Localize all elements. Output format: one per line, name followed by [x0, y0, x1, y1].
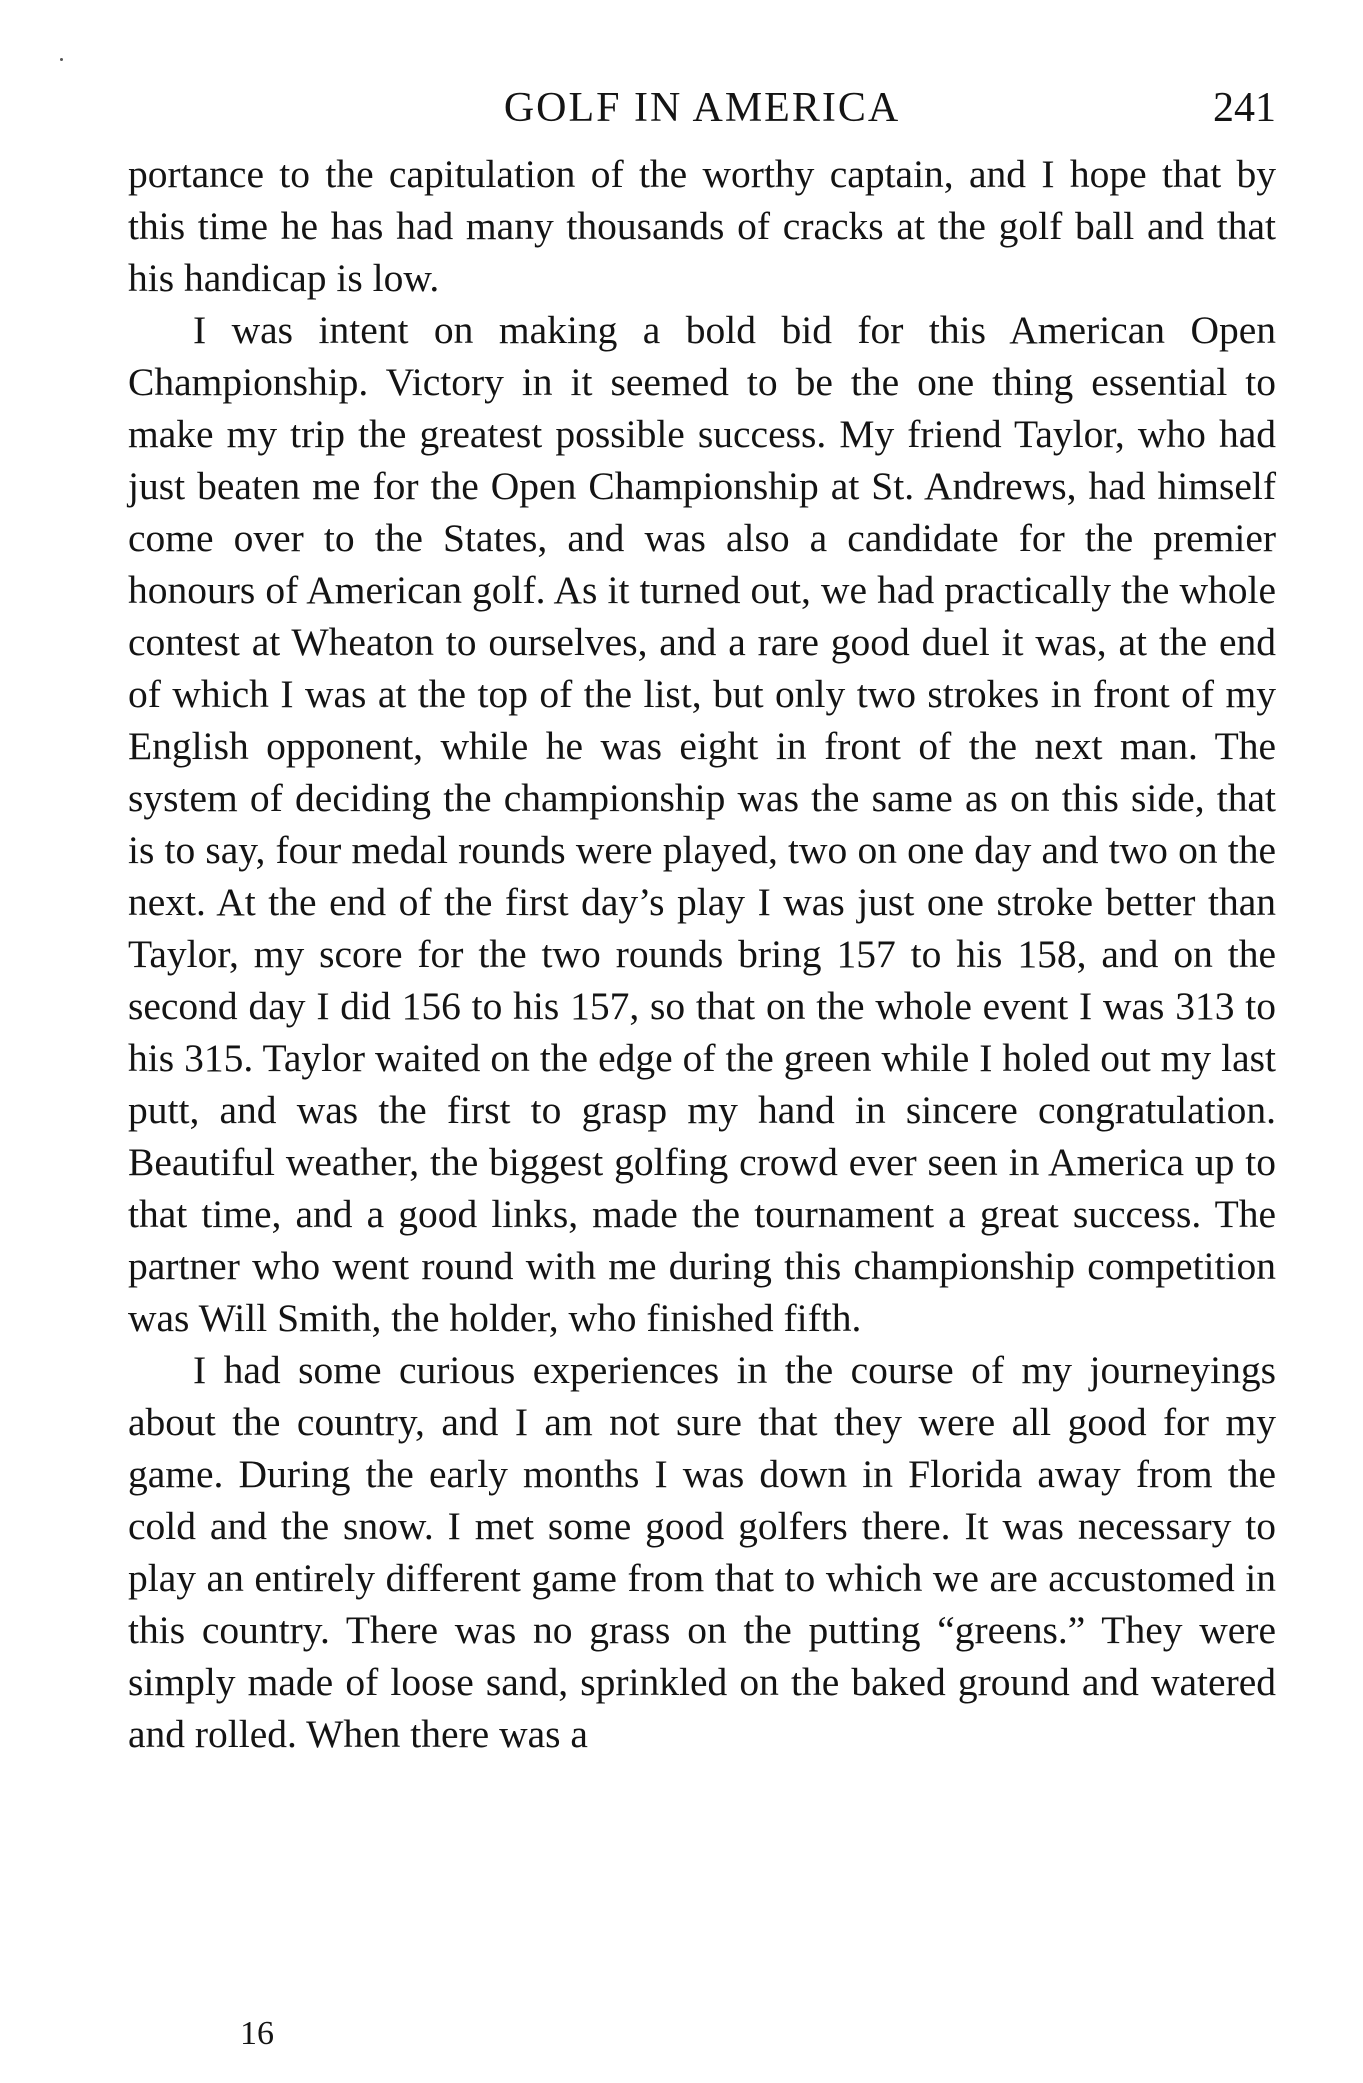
paper-speck	[60, 58, 63, 61]
paragraph-continuation: portance to the capitulation of the worthy captain, and I hope that by this time he has had many thousands of cracks at the golf ball and that his handicap is low.	[128, 152, 1276, 300]
page-number: 241	[1213, 85, 1276, 131]
paragraph-open-championship: I was intent on making a bold bid for this American Open Championship. Victory in it seemed to be the one thing essential to make my trip the greatest possible success. My friend Taylor, who had just beaten me for the Open Championship at St. Andrews, had himself come over to the States, and was also a candidate for the premier honours of American golf. As it turned out, we had practically the whole contest at Wheaton to ourselves, and a rare good duel it was, at the end of which I was at the top of the list, but only two strokes in front of my English opponent, while he was eight in front of the next man. The system of deciding the championship was the same as on this side, that is to say, four medal rounds were played, two on one day and two on the next. At the end of the first day’s play I was just one stroke better than Taylor, my score for the two rounds bring 157 to his 158, and on the second day I did 156 to his 157, so that on the whole event I was 313 to his 315. Taylor waited on the edge of the green while I holed out my last putt, and was the first to grasp my hand in sincere congratulation. Beautiful weather, the biggest golfing crowd ever seen in America up to that time, and a good links, made the tournament a great success. The partner who went round with me during this championship competition was Will Smith, the holder, who finished fifth.	[128, 308, 1276, 1340]
paragraph-florida: I had some curious experiences in the course of my journeyings about the country, and I am not sure that they were all good for my game. During the early months I was down in Florida away from the cold and the snow. I met some good golfers there. It was necessary to play an entirely different game from that to which we are accustomed in this country. There was no grass on the putting “greens.” They were simply made of loose sand, sprinkled on the baked ground and watered and rolled. When there was a	[128, 1348, 1276, 1756]
running-head	[128, 78, 1276, 138]
body-text	[128, 148, 1276, 1760]
running-title: GOLF IN AMERICA	[503, 85, 901, 131]
signature-mark: 16	[240, 2015, 274, 2052]
